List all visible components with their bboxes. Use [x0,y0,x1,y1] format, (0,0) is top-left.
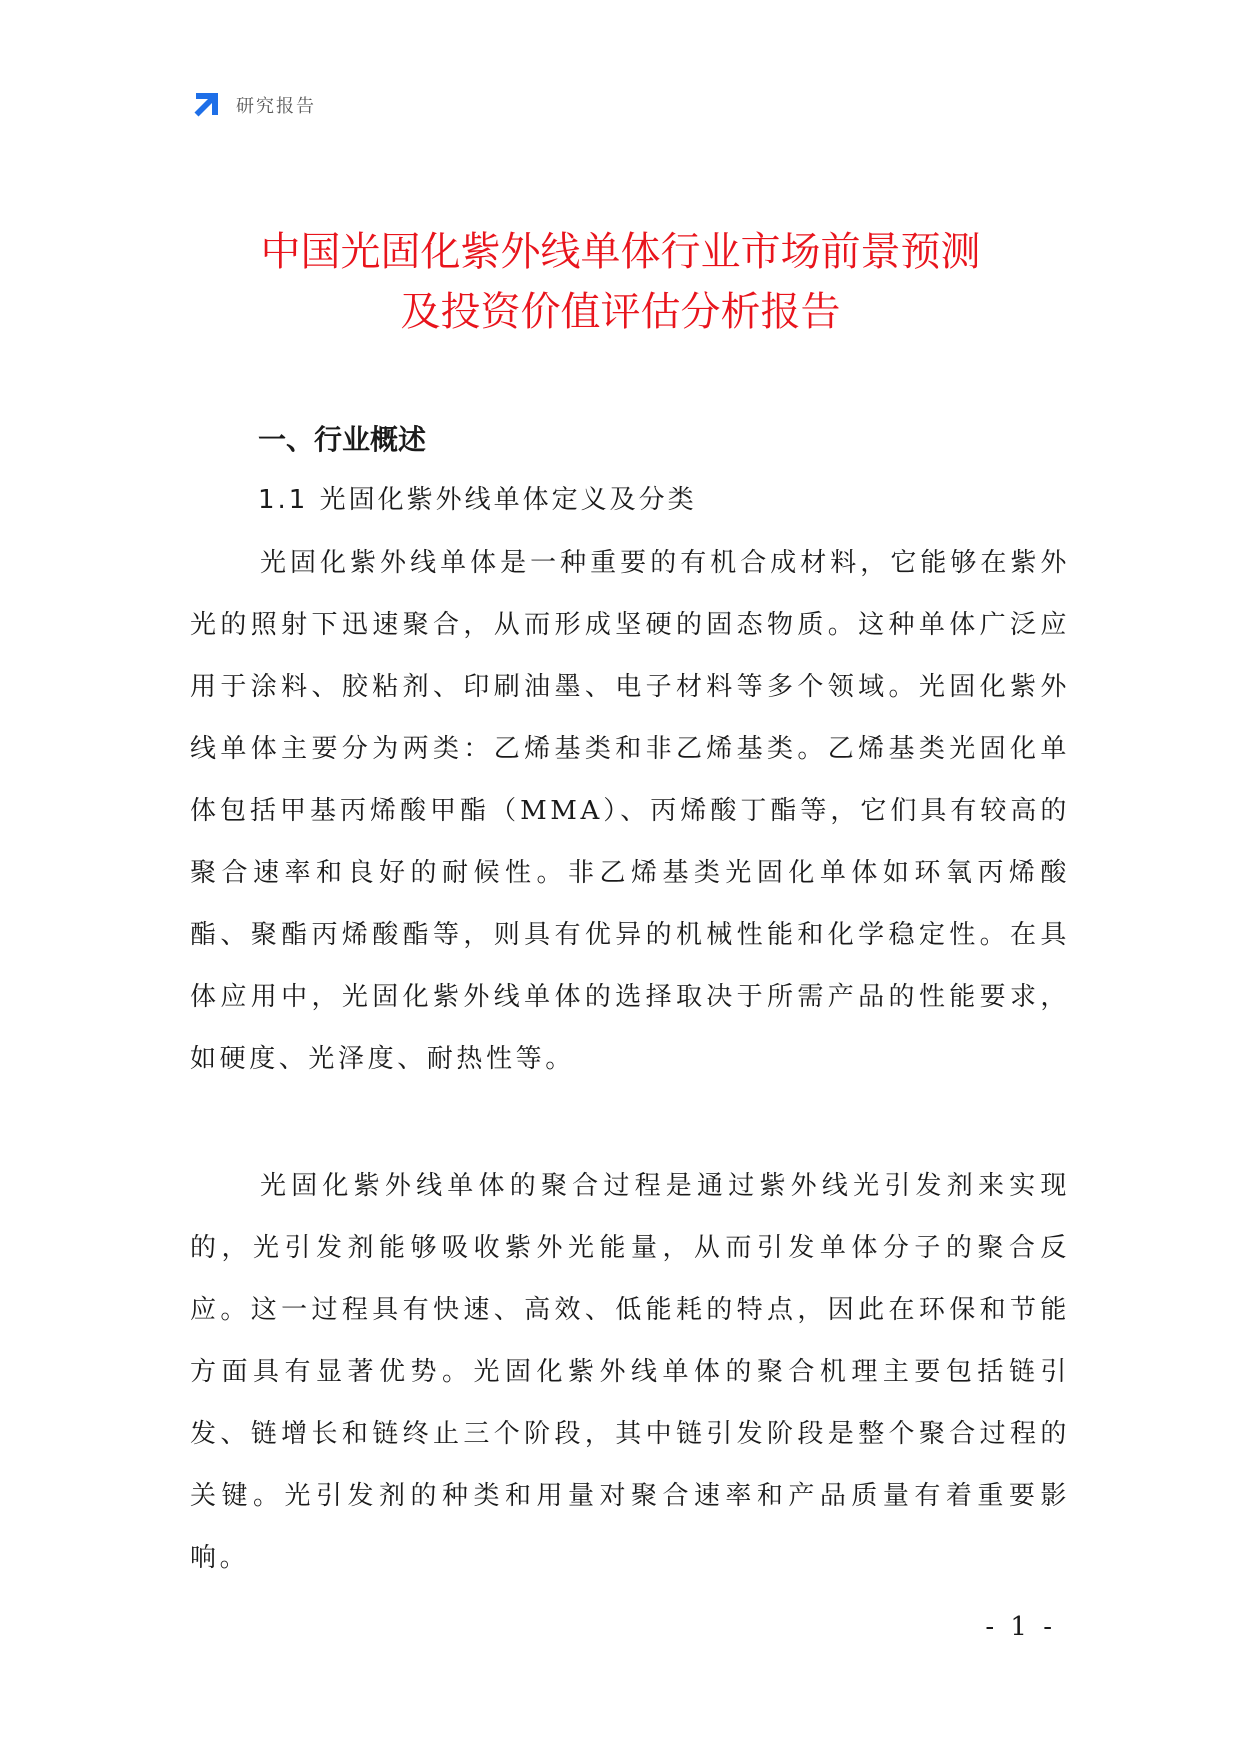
report-title-line-2: 及投资价值评估分析报告 [400,289,841,335]
report-title [120,222,1121,342]
arrow-up-right-icon [190,89,222,121]
page-number: - 1 - [985,1612,1056,1642]
body-paragraph-2: 光固化紫外线单体的聚合过程是通过紫外线光引发剂来实现的，光引发剂能够吸收紫外光能量，从而引发单体分子的聚合反应。这一过程具有快速、高效、低能耗的特点，因此在环保和节能方面具有显著优势。光固化紫外线单体的聚合机理主要包括链引发、链增长和链终止三个阶段，其中链引发阶段是整个聚合过程的关键。光引发剂的种类和用量对聚合速率和产品质量有着重要影响。 [190,1171,1070,1573]
body-paragraph-1: 光固化紫外线单体是一种重要的有机合成材料，它能够在紫外光的照射下迅速聚合，从而形成坚硬的固态物质。这种单体广泛应用于涂料、胶粘剂、印刷油墨、电子材料等多个领域。光固化紫外线单体主要分为两类：乙烯基类和非乙烯基类。乙烯基类光固化单体包括甲基丙烯酸甲酯（MMA）、丙烯酸丁酯等，它们具有较高的聚合速率和良好的耐候性。非乙烯基类光固化单体如环氧丙烯酸酯、聚酯丙烯酸酯等，则具有优异的机械性能和化学稳定性。在具体应用中，光固化紫外线单体的选择取决于所需产品的性能要求，如硬度、光泽度、耐热性等。 [190,548,1070,1074]
report-header [190,88,316,122]
subsection-heading: 1.1 光固化紫外线单体定义及分类 [258,485,697,515]
report-title-line-1: 中国光固化紫外线单体行业市场前景预测 [260,229,981,275]
section-heading: 一、行业概述 [258,423,427,456]
header-label: 研究报告 [236,96,316,117]
